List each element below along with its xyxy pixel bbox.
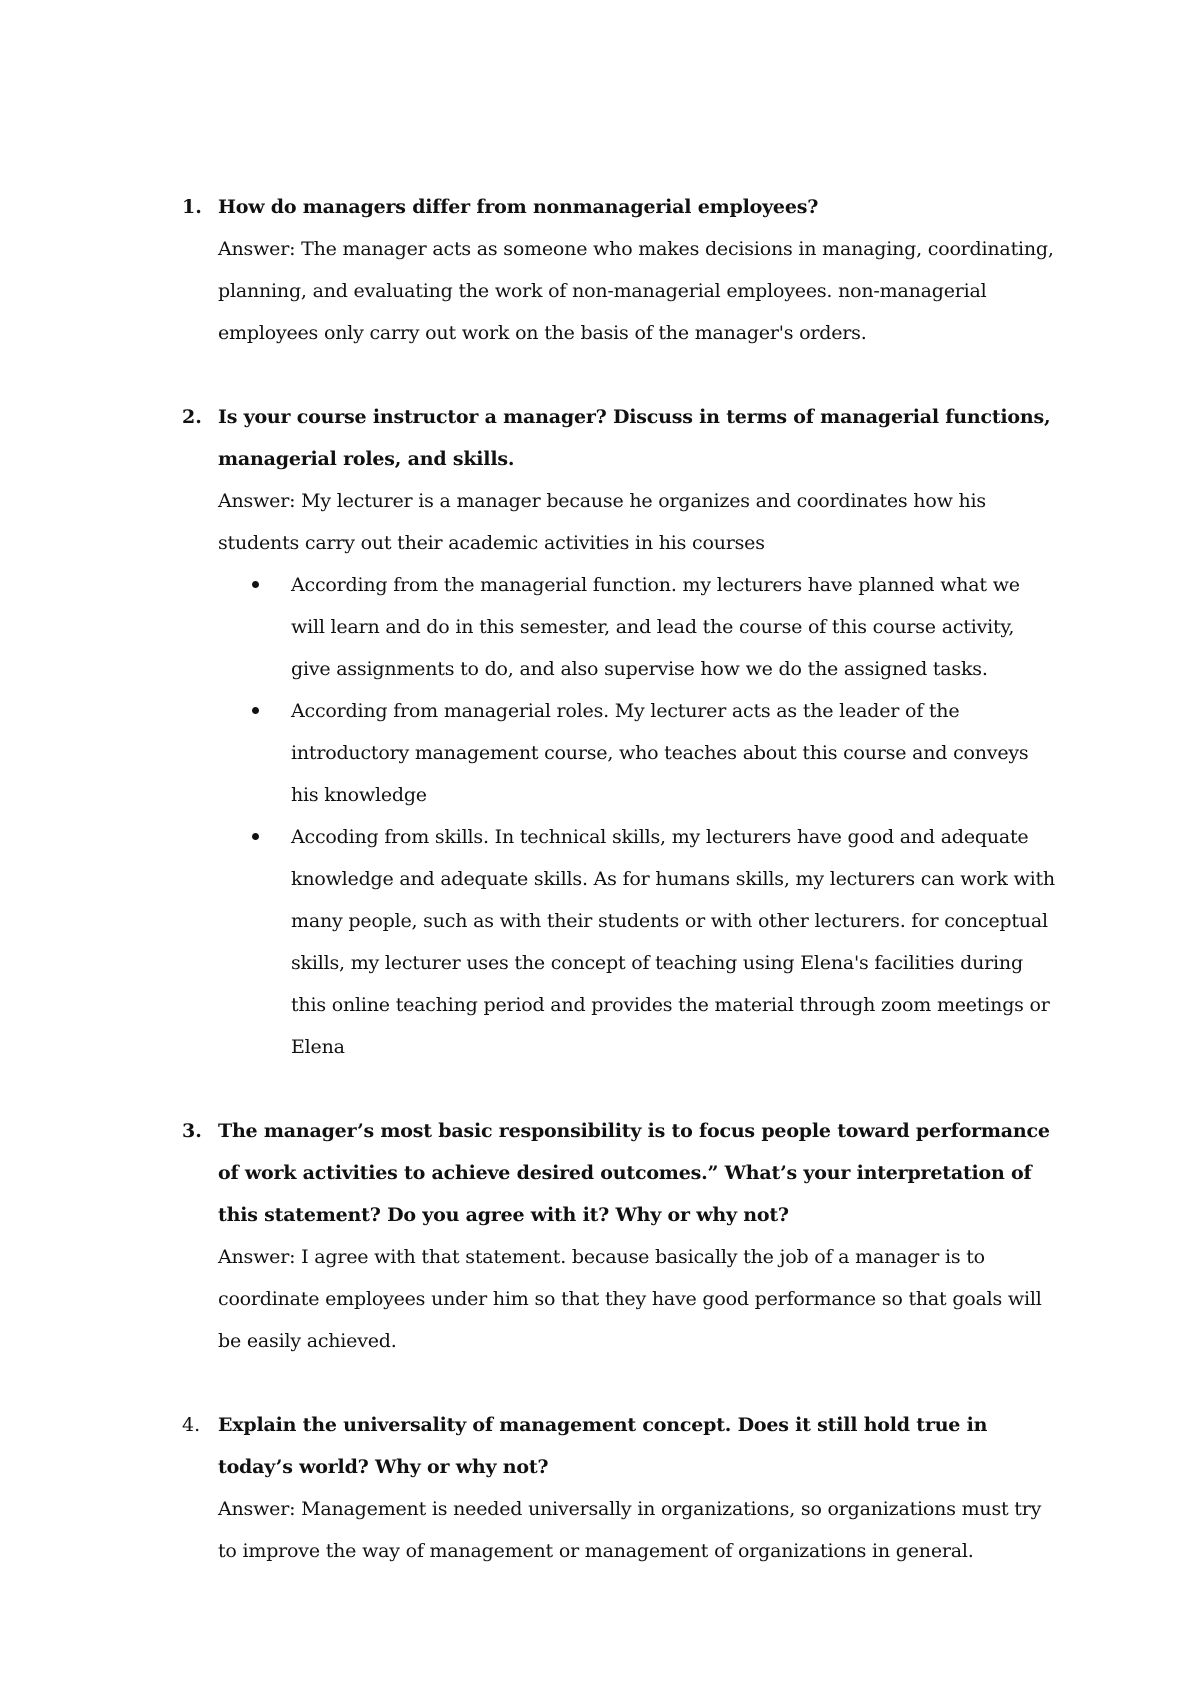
question-item-3 — [0, 1110, 1200, 1362]
bullet-item — [218, 564, 1058, 690]
bullet-text: Accoding from skills. In technical skills, my lecturers have good and adequate knowledge and adequate skills. As for humans skills, my lecturers can work with many people, such as with their students or with other lecturers. for conceptual skills, my lecturer uses the concept of teaching using Elena's facilities during this online teaching period and provides the material through zoom meetings or Elena — [291, 826, 1055, 1058]
answer-text: Answer: I agree with that statement. because basically the job of a manager is to coordinate employees under him so that they have good performance so that goals will be easily achieved. — [218, 1246, 1042, 1352]
question-number: 1. — [182, 196, 202, 218]
answer-text: Answer: My lecturer is a manager because he organizes and coordinates how his students carry out their academic activities in his courses — [218, 490, 986, 554]
question-body — [218, 396, 1058, 1068]
question-item-1 — [0, 186, 1200, 354]
answer-bullet-list — [218, 564, 1058, 1068]
question-title: Explain the universality of management concept. Does it still hold true in today’s world? Why or why not? — [218, 1414, 988, 1478]
question-title: How do managers differ from nonmanagerial employees? — [218, 196, 819, 218]
question-title: Is your course instructor a manager? Discuss in terms of managerial functions, managerial roles, and skills. — [218, 406, 1051, 470]
bullet-item — [218, 816, 1058, 1068]
bullet-icon — [252, 833, 259, 840]
question-number: 4. — [182, 1414, 201, 1436]
bullet-text: According from managerial roles. My lecturer acts as the leader of the introductory management course, who teaches about this course and conveys his knowledge — [291, 700, 1029, 806]
bullet-icon — [252, 707, 259, 714]
bullet-icon — [252, 581, 259, 588]
question-body — [218, 186, 1058, 354]
question-number: 3. — [182, 1120, 202, 1142]
question-title: The manager’s most basic responsibility is to focus people toward performance of work activities to achieve desired outcomes.” What’s your interpretation of this statement? Do you agree with it? Why or why not? — [218, 1120, 1050, 1226]
question-number: 2. — [182, 406, 202, 428]
question-body — [218, 1110, 1058, 1362]
question-body — [218, 1404, 1058, 1572]
question-item-2 — [0, 396, 1200, 1068]
answer-text: Answer: The manager acts as someone who makes decisions in managing, coordinating, planning, and evaluating the work of non-managerial employees. non-managerial employees only carry out work on the basis of the manager's orders. — [218, 238, 1054, 344]
bullet-text: According from the managerial function. my lecturers have planned what we will learn and do in this semester, and lead the course of this course activity, give assignments to do, and also supervise how we do the assigned tasks. — [291, 574, 1020, 680]
bullet-item — [218, 690, 1058, 816]
answer-text: Answer: Management is needed universally in organizations, so organizations must try to improve the way of management or management of organizations in general. — [218, 1498, 1042, 1562]
question-list — [0, 186, 1200, 1572]
question-item-4 — [0, 1404, 1200, 1572]
